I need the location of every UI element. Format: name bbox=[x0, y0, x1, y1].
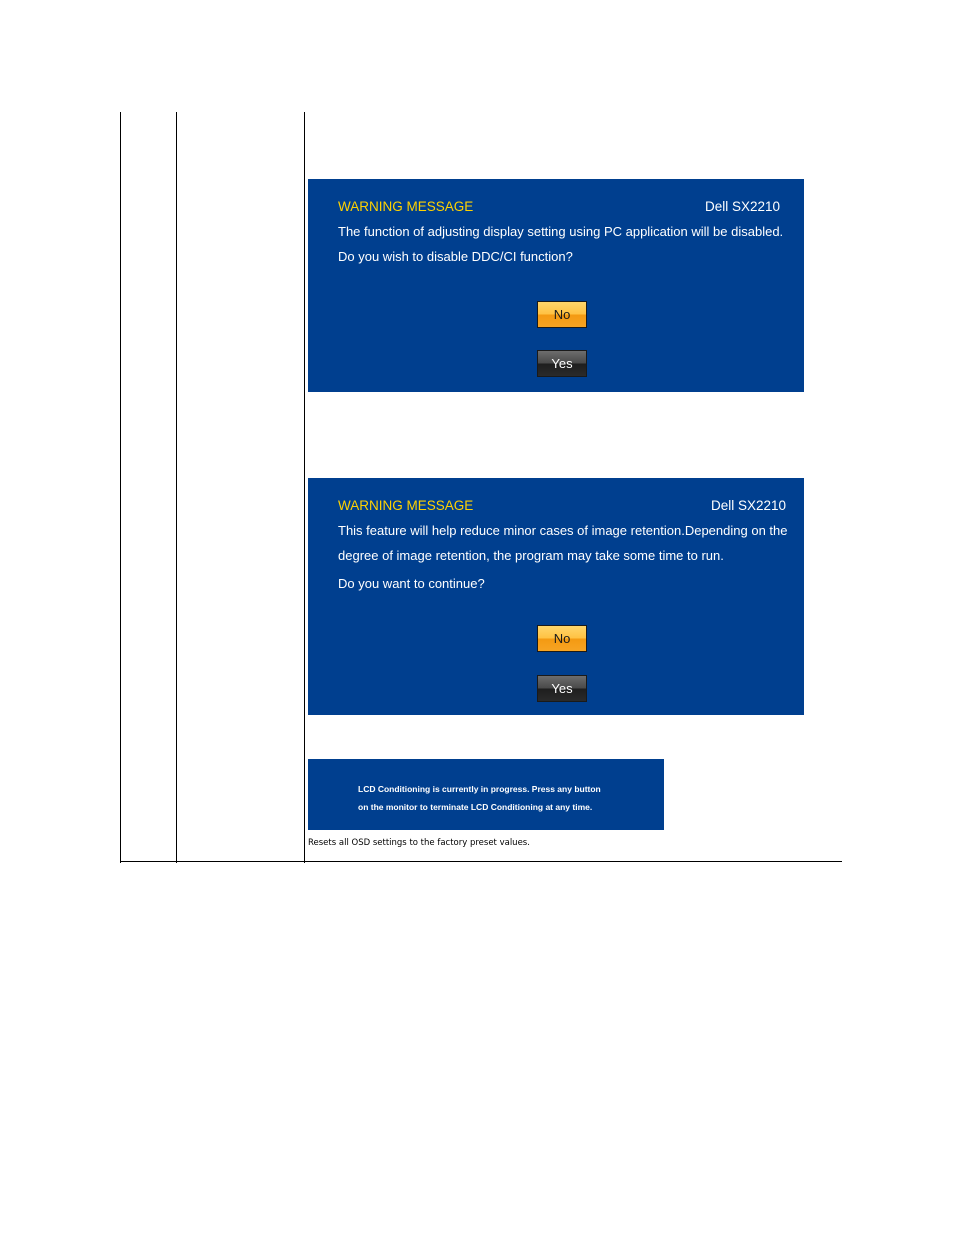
lcd-conditioning-warning-dialog bbox=[308, 478, 804, 715]
table-column-divider-2 bbox=[304, 112, 305, 863]
ddc-warning-dialog bbox=[308, 179, 804, 392]
notice-line-2: on the monitor to terminate LCD Conditioning at any time. bbox=[358, 802, 593, 812]
table-bottom-border bbox=[120, 861, 842, 862]
dialog-message-line-2: degree of image retention, the program may take some time to run. bbox=[338, 548, 724, 563]
no-button[interactable]: No bbox=[537, 301, 587, 328]
lcd-conditioning-progress-notice bbox=[308, 759, 664, 830]
dialog-message-line-3: Do you want to continue? bbox=[338, 576, 485, 591]
dialog-message-line-2: Do you wish to disable DDC/CI function? bbox=[338, 249, 573, 264]
dialog-message-line-1: This feature will help reduce minor cases of image retention.Depending on the bbox=[338, 523, 788, 538]
table-left-border bbox=[120, 112, 121, 863]
monitor-model: Dell SX2210 bbox=[705, 199, 781, 214]
yes-button[interactable]: Yes bbox=[537, 675, 587, 702]
dialog-message-line-1: The function of adjusting display setting using PC application will be disabled. bbox=[338, 224, 784, 239]
yes-button[interactable]: Yes bbox=[537, 350, 587, 377]
no-button[interactable]: No bbox=[537, 625, 587, 652]
dialog-title: WARNING MESSAGE bbox=[338, 498, 474, 513]
notice-line-1: LCD Conditioning is currently in progress. Press any button bbox=[358, 784, 601, 794]
dialog-title: WARNING MESSAGE bbox=[338, 199, 474, 214]
factory-reset-description: Resets all OSD settings to the factory preset values. bbox=[308, 838, 530, 848]
table-column-divider-1 bbox=[176, 112, 177, 863]
monitor-model: Dell SX2210 bbox=[711, 498, 787, 513]
